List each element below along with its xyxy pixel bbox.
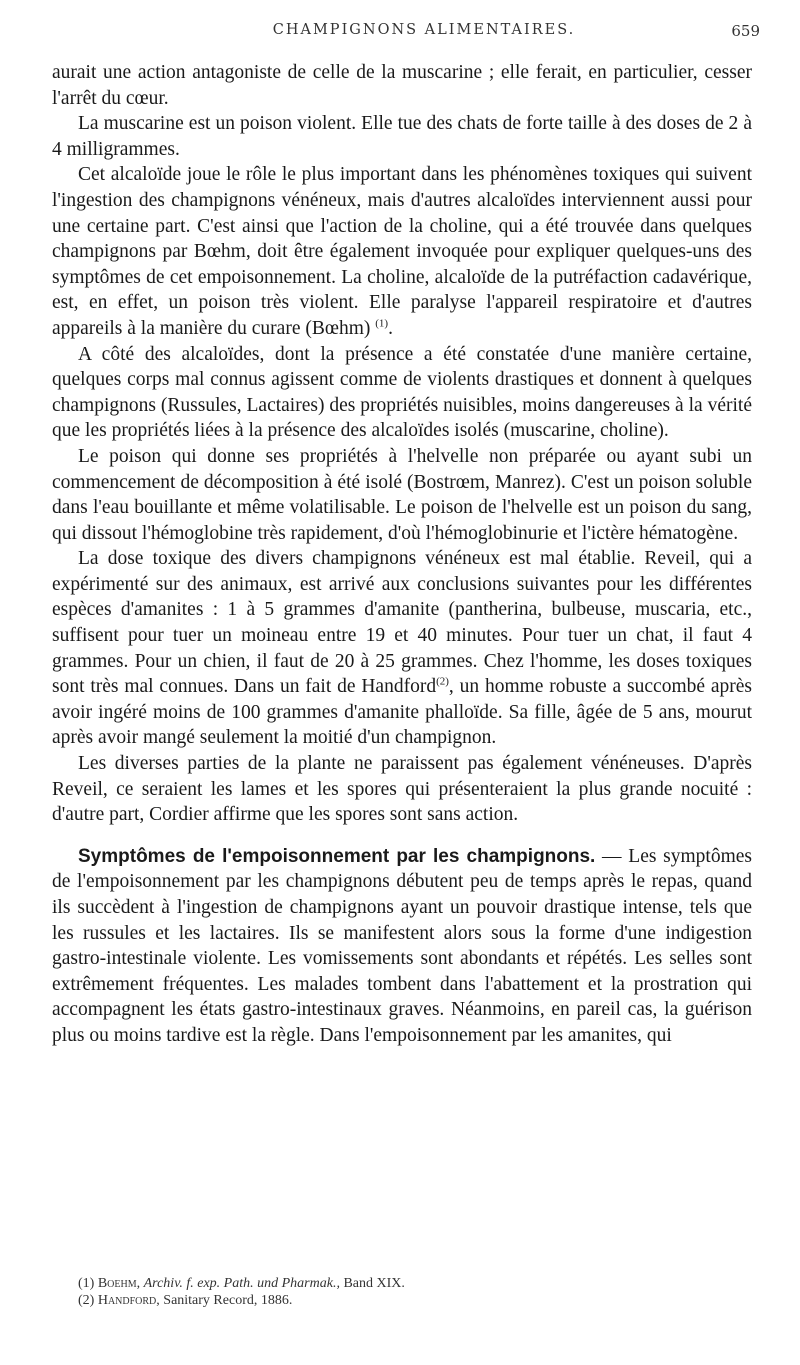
footnote-author: Boehm, xyxy=(97,1276,141,1291)
paragraph xyxy=(52,162,752,341)
footnote-author: Handford, xyxy=(97,1293,160,1308)
body-text xyxy=(52,60,752,1049)
section-paragraph xyxy=(52,844,752,1049)
footnote-journal: Archiv. f. exp. Path. und Pharmak., xyxy=(143,1276,340,1291)
paragraph: Le poison qui donne ses propriétés à l'helvelle non préparée ou ayant subi un commencement de décomposition à été isolé (Bostrœm, Manrez). C'est un poison soluble dans l'eau bouillante et même volatilisable. Le poison de l'helvelle est un poison du sang, qui dissout l'hémoglobine très rapidement, d'où l'hémoglobinurie et l'ictère hématogène. xyxy=(52,445,752,544)
footnote-mark: (2) xyxy=(78,1293,95,1308)
paragraph: Les diverses parties de la plante ne paraissent pas également vénéneuses. D'après Reveil, ce seraient les lames et les spores qui présenteraient la plus grande nocuité : d'autre part, Cordier affirme que les spores sont sans action. xyxy=(52,753,752,826)
paragraph-text: , un homme robuste a succombé après avoir ingéré moins de 100 grammes d'amanite phalloïde. Sa fille, âgée de 5 ans, mourut après avoir mangé seulement la moitié d'un champignon. xyxy=(52,676,752,749)
footnote xyxy=(78,1275,738,1292)
paragraph-text: . xyxy=(388,317,393,339)
page-number: 659 xyxy=(731,22,760,40)
paragraph: aurait une action antagoniste de celle de la muscarine ; elle ferait, en particulier, cesser l'arrêt du cœur. xyxy=(52,62,752,109)
footnote-ref[interactable]: (1) xyxy=(375,317,389,330)
running-head xyxy=(88,22,760,46)
footnotes xyxy=(78,1275,738,1309)
paragraph-text: Cet alcaloïde joue le rôle le plus important dans les phénomènes toxiques qui suivent l'ingestion des champignons vénéneux, mais d'autres alcaloïdes interviennent aussi pour une certaine part. C'est ainsi que l'action de la choline, qui a été trouvée dans quelques champignons par Bœhm, doit être également invoquée pour expliquer quelques-uns des symptômes de cet empoisonnement. La choline, alcaloïde de la putréfaction cadavérique, est, en effet, un poison très violent. Elle paralyse l'appareil respiratoire et d'autres appareils à la manière du curare (Bœhm) xyxy=(52,164,752,339)
section-heading: Symptômes de l'empoisonnement par les champignons. xyxy=(78,845,596,867)
paragraph xyxy=(52,546,752,751)
footnote-rest: Sanitary Record, 1886. xyxy=(163,1293,293,1308)
running-title: CHAMPIGNONS ALIMENTAIRES. xyxy=(272,22,576,38)
footnote-ref[interactable]: (2) xyxy=(436,675,449,688)
footnote-rest: Band XIX. xyxy=(343,1276,405,1291)
paragraph: La muscarine est un poison violent. Elle tue des chats de forte taille à des doses de 2 à 4 milligrammes. xyxy=(52,113,752,160)
footnote-mark: (1) xyxy=(78,1276,95,1291)
paragraph: A côté des alcaloïdes, dont la présence a été constatée d'une manière certaine, quelques corps mal connus agissent comme de violents drastiques et donnent à quelques champignons (Russules, Lactaires) des propriétés nuisibles, moins dangereuses à la vérité que les propriétés liées à la présence des alcaloïdes isolés (muscarine, choline). xyxy=(52,343,752,442)
paragraph-text: La dose toxique des divers champignons vénéneux est mal établie. Reveil, qui a expérimenté sur des animaux, est arrivé aux conclusions suivantes pour les différentes espèces d'amanites : 1 à 5 grammes d'amanite (pantherina, bulbeuse, muscaria, etc., suffisent pour tuer un moineau entre 19 et 40 minutes. Pour tuer un chat, il faut 4 grammes. Pour un chien, il faut de 20 à 25 grammes. Chez l'homme, les doses toxiques sont très mal connues. Dans un fait de Handford xyxy=(52,548,752,698)
footnote xyxy=(78,1292,738,1309)
paragraph-text: — Les symptômes de l'empoisonnement par les champignons débutent peu de temps après le repas, quand ils succèdent à l'ingestion de champignons ayant un pouvoir drastique intense, tels que les russules et les lactaires. Ils se manifestent alors sous la forme d'une indigestion gastro-intestinale violente. Les vomissements sont abondants et répétés. Les selles sont extrêmement fréquentes. Les malades tombent dans l'abattement et la prostration qui accompagnent les états gastro-intestinaux graves. Néanmoins, en pareil cas, la guérison plus ou moins tardive est la règle. Dans l'empoisonnement par les amanites, qui xyxy=(52,845,752,1046)
